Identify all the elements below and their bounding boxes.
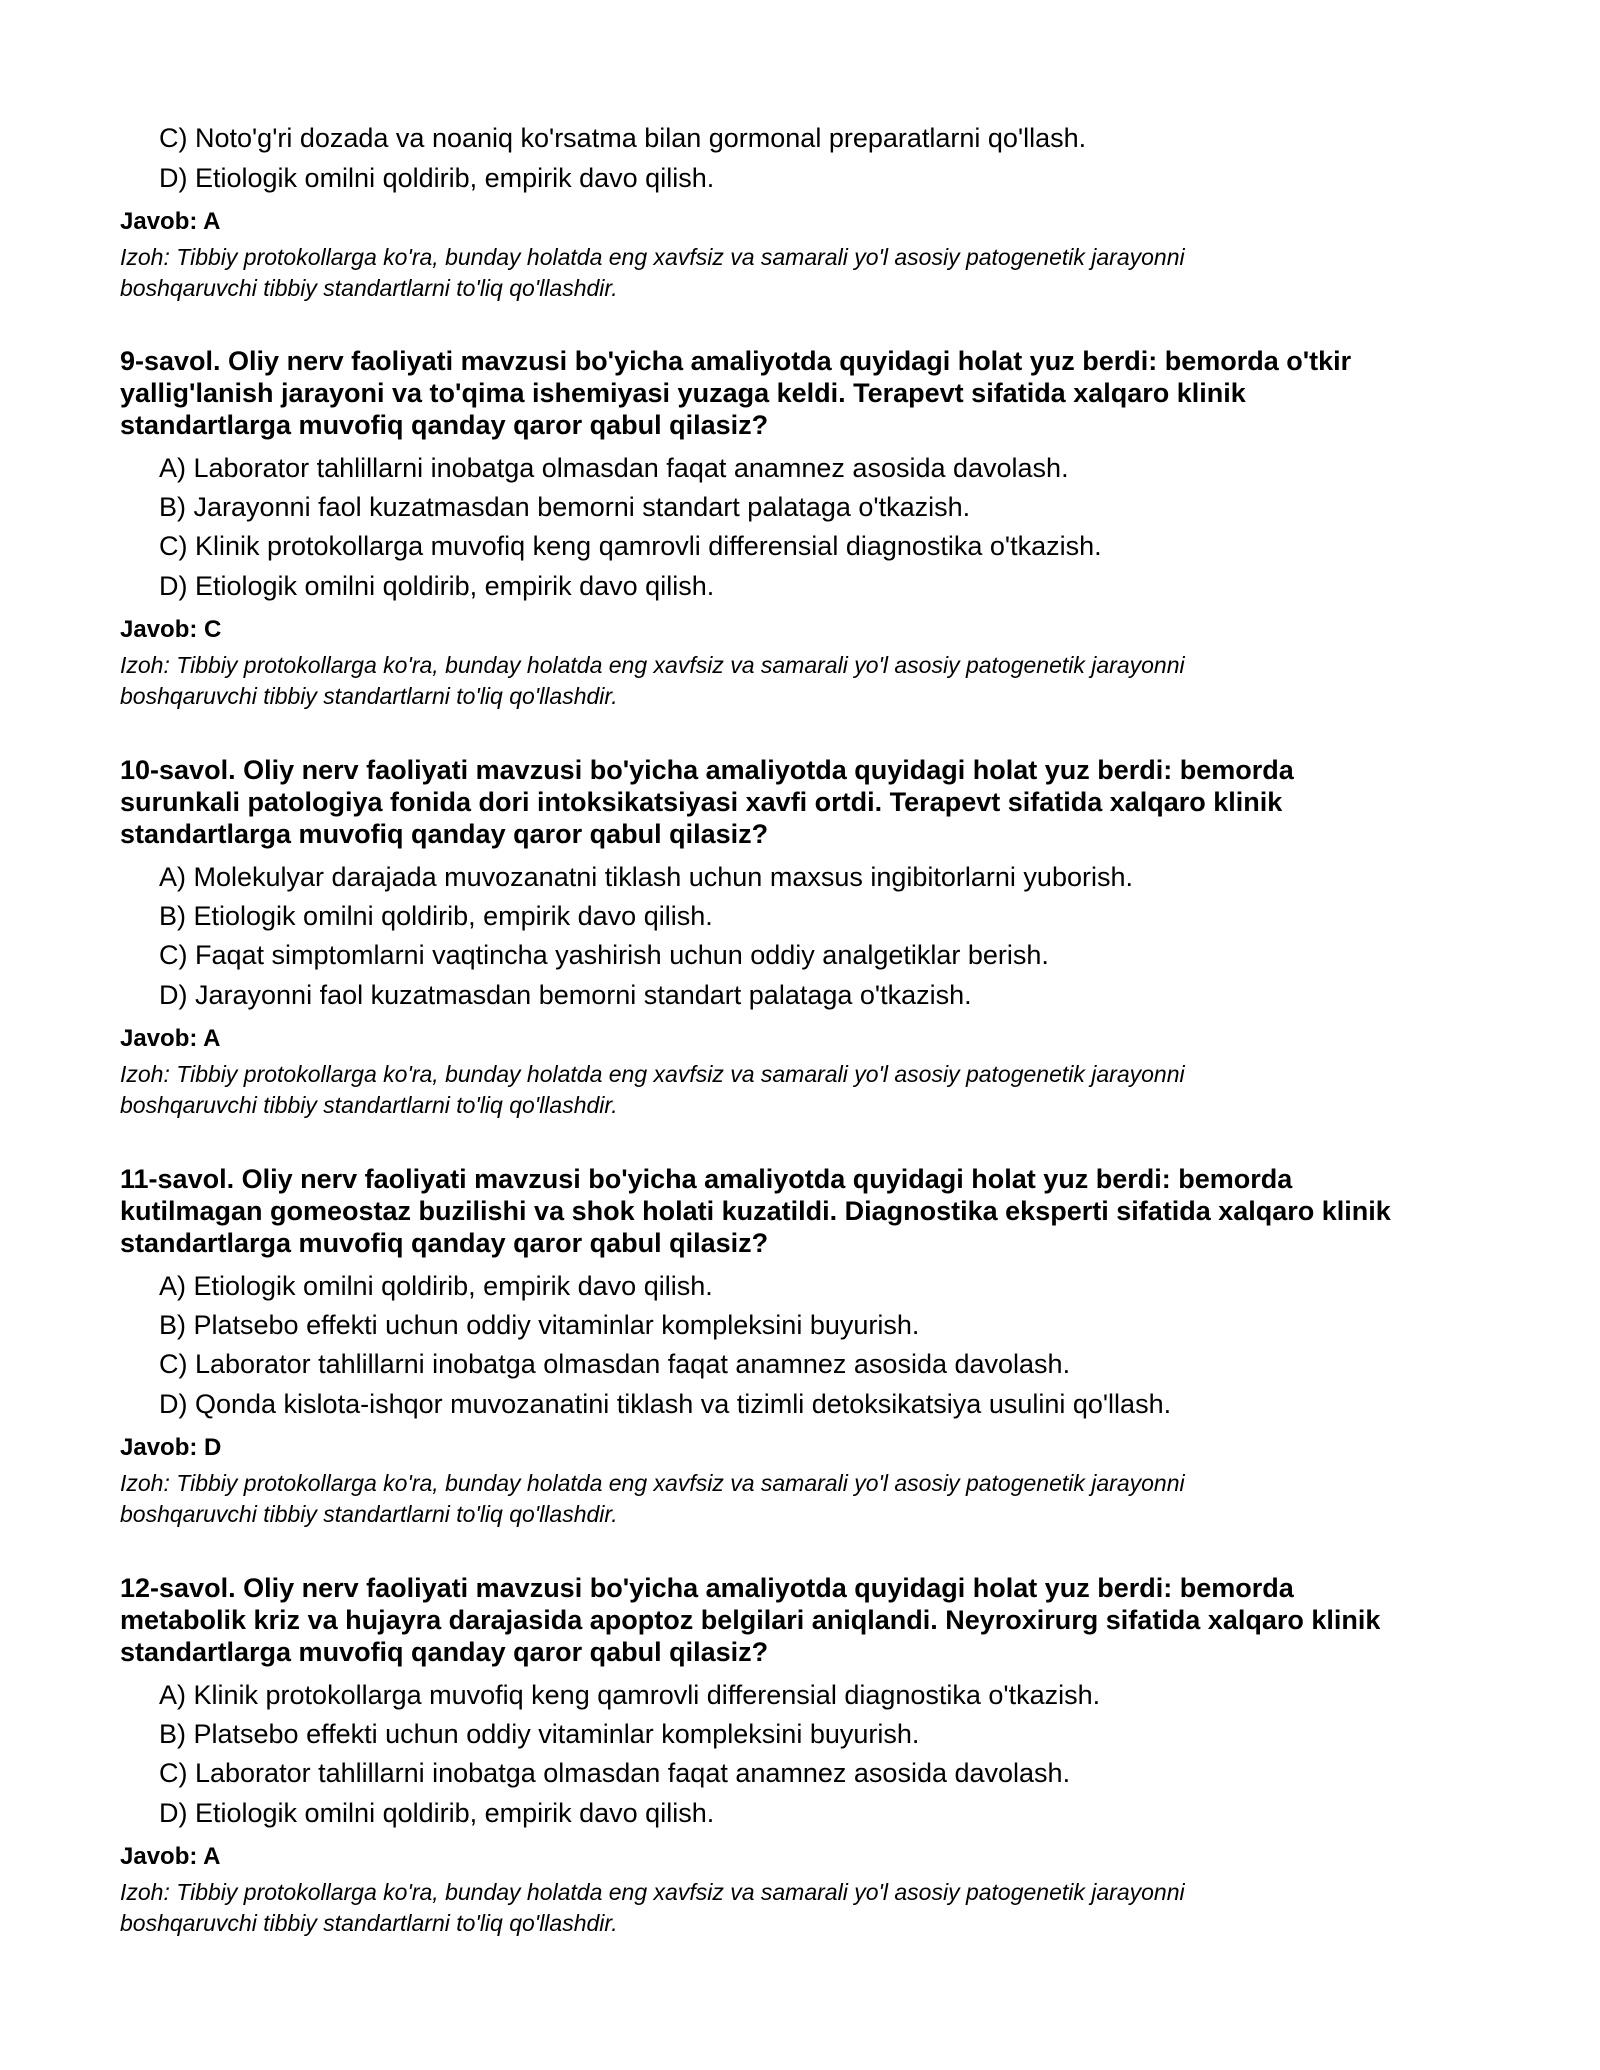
question-title: 10-savol. Oliy nerv faoliyati mavzusi bo'yicha amaliyotda quyidagi holat yuz berdi: bemorda surunkali patologiya fonida dori intoksikatsiyasi xavfi ortdi. Terapevt sifatida xalqaro klinik standartlarga muvofiq qanday qaror qabul qilasiz? bbox=[120, 755, 1294, 849]
answer-label: Javob: A bbox=[120, 208, 221, 235]
option-text: D) Etiologik omilni qoldirib, empirik davo qilish. bbox=[159, 1798, 715, 1828]
explanation-note: Izoh: Tibbiy protokollarga ko'ra, bunday holatda eng xavfsiz va samarali yo'l asosiy patogenetik jarayonni boshqaruvchi tibbiy standartlarni to'liq qo'llashdir. bbox=[120, 1061, 1185, 1118]
option-text: C) Laborator tahlillarni inobatga olmasdan faqat anamnez asosida davolash. bbox=[159, 1349, 1071, 1379]
option-text: C) Faqat simptomlarni vaqtincha yashirish uchun oddiy analgetiklar berish. bbox=[159, 940, 1049, 970]
option-text: A) Klinik protokollarga muvofiq keng qamrovli differensial diagnostika o'tkazish. bbox=[159, 1680, 1101, 1710]
option-text: D) Etiologik omilni qoldirib, empirik davo qilish. bbox=[159, 571, 715, 601]
option-text: C) Klinik protokollarga muvofiq keng qamrovli differensial diagnostika o'tkazish. bbox=[159, 531, 1102, 561]
option-text: A) Laborator tahlillarni inobatga olmasdan faqat anamnez asosida davolash. bbox=[159, 453, 1069, 483]
explanation-note: Izoh: Tibbiy protokollarga ko'ra, bunday holatda eng xavfsiz va samarali yo'l asosiy patogenetik jarayonni boshqaruvchi tibbiy standartlarni to'liq qo'llashdir. bbox=[120, 1470, 1185, 1527]
answer-label: Javob: C bbox=[120, 616, 222, 643]
question-title: 9-savol. Oliy nerv faoliyati mavzusi bo'yicha amaliyotda quyidagi holat yuz berdi: bemorda o'tkir yallig'lanish jarayoni va to'qima ishemiyasi yuzaga keldi. Terapevt sifatida xalqaro klinik standartlarga muvofiq qanday qaror qabul qilasiz? bbox=[120, 346, 1352, 440]
option-text: C) Noto'g'ri dozada va noaniq ko'rsatma bilan gormonal preparatlarni qo'llash. bbox=[159, 123, 1087, 153]
question-title: 11-savol. Oliy nerv faoliyati mavzusi bo'yicha amaliyotda quyidagi holat yuz berdi: bemorda kutilmagan gomeostaz buzilishi va shok holati kuzatildi. Diagnostika eksperti sifatida xalqaro klinik standartlarga muvofiq qanday qaror qabul qilasiz? bbox=[120, 1164, 1391, 1258]
option-text: B) Jarayonni faol kuzatmasdan bemorni standart palataga o'tkazish. bbox=[159, 492, 971, 522]
option-text: C) Laborator tahlillarni inobatga olmasdan faqat anamnez asosida davolash. bbox=[159, 1758, 1071, 1788]
option-text: D) Etiologik omilni qoldirib, empirik davo qilish. bbox=[159, 163, 715, 193]
option-text: A) Etiologik omilni qoldirib, empirik davo qilish. bbox=[159, 1271, 713, 1301]
explanation-note: Izoh: Tibbiy protokollarga ko'ra, bunday holatda eng xavfsiz va samarali yo'l asosiy patogenetik jarayonni boshqaruvchi tibbiy standartlarni to'liq qo'llashdir. bbox=[120, 652, 1185, 709]
option-text: A) Molekulyar darajada muvozanatni tiklash uchun maxsus ingibitorlarni yuborish. bbox=[159, 862, 1133, 892]
answer-label: Javob: A bbox=[120, 1843, 221, 1870]
question-title: 12-savol. Oliy nerv faoliyati mavzusi bo'yicha amaliyotda quyidagi holat yuz berdi: bemorda metabolik kriz va hujayra darajasida apoptoz belgilari aniqlandi. Neyroxirurg sifatida xalqaro klinik standartlarga muvofiq qanday qaror qabul qilasiz? bbox=[120, 1573, 1381, 1667]
answer-label: Javob: D bbox=[120, 1434, 222, 1461]
option-text: D) Qonda kislota-ishqor muvozanatini tiklash va tizimli detoksikatsiya usulini qo'llash. bbox=[159, 1389, 1172, 1419]
option-text: D) Jarayonni faol kuzatmasdan bemorni standart palataga o'tkazish. bbox=[159, 980, 972, 1010]
option-text: B) Etiologik omilni qoldirib, empirik davo qilish. bbox=[159, 901, 713, 931]
answer-label: Javob: A bbox=[120, 1025, 221, 1052]
option-text: B) Platsebo effekti uchun oddiy vitaminlar kompleksini buyurish. bbox=[159, 1719, 920, 1749]
option-text: B) Platsebo effekti uchun oddiy vitaminlar kompleksini buyurish. bbox=[159, 1310, 920, 1340]
explanation-note: Izoh: Tibbiy protokollarga ko'ra, bunday holatda eng xavfsiz va samarali yo'l asosiy patogenetik jarayonni boshqaruvchi tibbiy standartlarni to'liq qo'llashdir. bbox=[120, 244, 1185, 301]
explanation-note: Izoh: Tibbiy protokollarga ko'ra, bunday holatda eng xavfsiz va samarali yo'l asosiy patogenetik jarayonni boshqaruvchi tibbiy standartlarni to'liq qo'llashdir. bbox=[120, 1879, 1185, 1936]
